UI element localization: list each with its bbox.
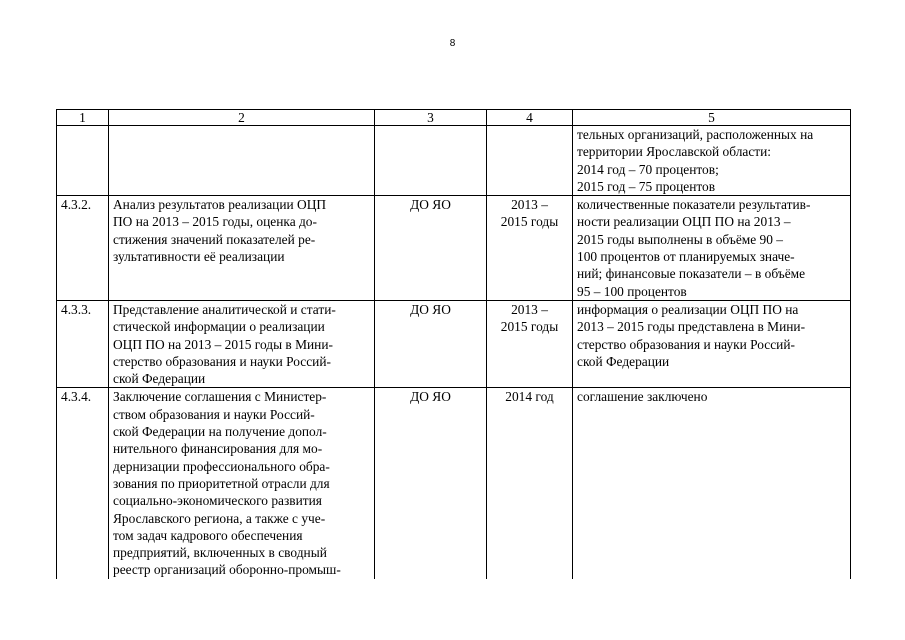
action-line: Анализ результатов реализации ОЦП — [113, 197, 327, 213]
period-line: 2013 – — [511, 301, 548, 317]
result-line: 2013 – 2015 годы представлена в Мини- — [577, 319, 806, 335]
result-line: стерство образования и науки Россий- — [577, 336, 795, 352]
page-number: 8 — [449, 38, 456, 49]
action-line: нительного финансирования для мо- — [113, 441, 323, 457]
action-cell — [109, 300, 375, 387]
result-cell — [573, 126, 851, 196]
result-line: ний; финансовые показатели – в объёме — [577, 266, 806, 282]
table-row-4-3-4 — [57, 388, 851, 579]
action-line: стижения значений показателей ре- — [113, 231, 316, 247]
table-row-4-3-2 — [57, 196, 851, 301]
table-header-row — [57, 110, 851, 126]
action-line: реестр организаций оборонно-промыш- — [113, 562, 341, 578]
period-line: 2014 год — [505, 389, 554, 405]
result-line: территории Ярославской области: — [577, 144, 772, 160]
period-cell — [487, 196, 573, 301]
header-cell-4: 4 — [487, 110, 573, 126]
period-cell — [487, 388, 573, 579]
action-cell — [109, 388, 375, 579]
result-line: количественные показатели результатив- — [577, 197, 811, 213]
row-number-cell: 4.3.3. — [57, 300, 109, 387]
action-cell — [109, 126, 375, 196]
result-line: 2015 годы выполнены в объёме 90 – — [577, 231, 783, 247]
action-line: Ярославского региона, а также с уче- — [113, 510, 326, 526]
period-line: 2015 годы — [500, 214, 559, 230]
action-line: социально-экономического развития — [113, 493, 322, 509]
action-line: Заключение соглашения с Министер- — [113, 389, 327, 405]
result-cell — [573, 196, 851, 301]
executor-cell — [375, 126, 487, 196]
header-cell-2: 2 — [109, 110, 375, 126]
row-number-cell: 4.3.4. — [57, 388, 109, 579]
executor-cell: ДО ЯО — [375, 300, 487, 387]
result-line: тельных организаций, расположенных на — [577, 127, 814, 142]
row-number-cell: 4.3.2. — [57, 196, 109, 301]
action-line: стерство образования и науки Россий- — [113, 353, 331, 369]
action-line: Представление аналитической и стати- — [113, 301, 336, 317]
action-line: ской Федерации на получение допол- — [113, 424, 327, 440]
period-cell — [487, 126, 573, 196]
period-line: 2015 годы — [500, 319, 559, 335]
action-line: ПО на 2013 – 2015 годы, оценка до- — [113, 214, 317, 230]
table-row-continuation — [57, 126, 851, 196]
header-cell-1: 1 — [57, 110, 109, 126]
table-row-4-3-3 — [57, 300, 851, 387]
action-line: зования по приоритетной отрасли для — [113, 475, 330, 491]
result-cell — [573, 388, 851, 579]
action-line: дернизации профессионального обра- — [113, 458, 330, 474]
result-line: 2015 год – 75 процентов — [577, 178, 716, 194]
action-line: стической информации о реализации — [113, 319, 325, 335]
action-line: том задач кадрового обеспечения — [113, 527, 303, 543]
executor-cell: ДО ЯО — [375, 196, 487, 301]
result-line: ности реализации ОЦП ПО на 2013 – — [577, 214, 791, 230]
action-cell — [109, 196, 375, 301]
action-line: ОЦП ПО на 2013 – 2015 годы в Мини- — [113, 336, 333, 352]
result-cell — [573, 300, 851, 387]
header-cell-3: 3 — [375, 110, 487, 126]
header-cell-5: 5 — [573, 110, 851, 126]
result-line: 100 процентов от планируемых значе- — [577, 249, 795, 265]
action-line: ской Федерации — [113, 371, 206, 387]
action-line: зультативности её реализации — [113, 249, 285, 265]
action-line: ством образования и науки Россий- — [113, 406, 315, 422]
row-number-cell — [57, 126, 109, 196]
plan-table — [56, 109, 851, 579]
result-line: 2014 год – 70 процентов; — [577, 161, 719, 177]
result-line: информация о реализации ОЦП ПО на — [577, 301, 799, 317]
result-line: соглашение заключено — [577, 389, 708, 405]
action-line: предприятий, включенных в сводный — [113, 545, 327, 561]
result-line: ской Федерации — [577, 353, 670, 369]
result-line: 95 – 100 процентов — [577, 283, 687, 299]
period-line: 2013 – — [511, 197, 548, 213]
period-cell — [487, 300, 573, 387]
executor-cell: ДО ЯО — [375, 388, 487, 579]
